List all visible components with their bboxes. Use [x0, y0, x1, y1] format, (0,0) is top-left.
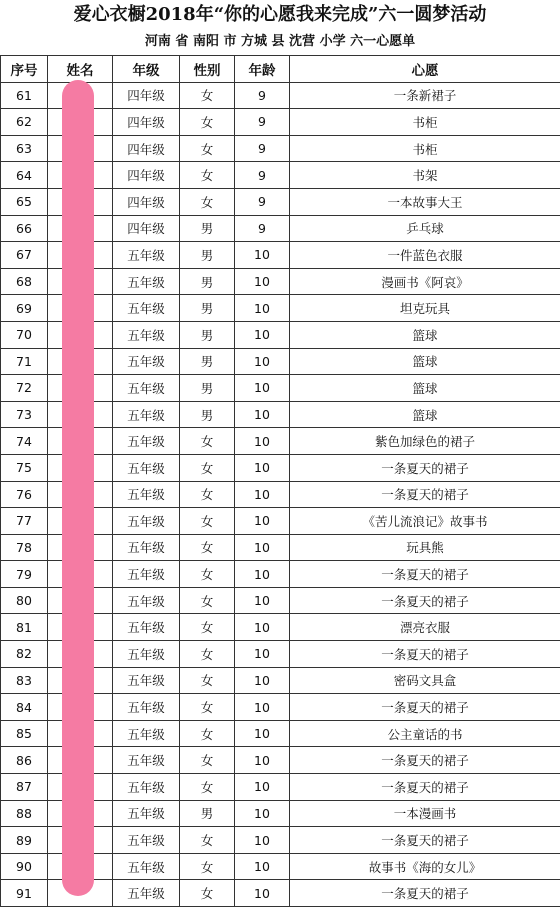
- cell-wish: 一条夏天的裙子: [290, 561, 560, 588]
- cell-age: 9: [235, 135, 290, 162]
- cell-no: 91: [1, 880, 48, 907]
- cell-grade: 五年级: [113, 641, 180, 668]
- cell-wish: 漂亮衣服: [290, 614, 560, 641]
- cell-gender: 女: [180, 454, 235, 481]
- cell-no: 78: [1, 534, 48, 561]
- table-header-row: [1, 56, 560, 83]
- cell-no: 72: [1, 375, 48, 402]
- cell-gender: 女: [180, 534, 235, 561]
- cell-age: 9: [235, 162, 290, 189]
- cell-age: 10: [235, 454, 290, 481]
- cell-wish: 一条夏天的裙子: [290, 747, 560, 774]
- cell-age: 10: [235, 587, 290, 614]
- cell-no: 79: [1, 561, 48, 588]
- cell-wish: 一条新裙子: [290, 82, 560, 109]
- cell-grade: 五年级: [113, 774, 180, 801]
- cell-age: 10: [235, 295, 290, 322]
- cell-age: 10: [235, 880, 290, 907]
- cell-wish: 篮球: [290, 348, 560, 375]
- cell-grade: 五年级: [113, 295, 180, 322]
- cell-no: 68: [1, 268, 48, 295]
- cell-no: 74: [1, 428, 48, 455]
- cell-gender: 女: [180, 641, 235, 668]
- header-no: 序号: [1, 56, 48, 83]
- cell-grade: 五年级: [113, 614, 180, 641]
- cell-gender: 女: [180, 587, 235, 614]
- cell-no: 67: [1, 242, 48, 269]
- cell-grade: 五年级: [113, 321, 180, 348]
- cell-grade: 四年级: [113, 109, 180, 136]
- cell-gender: 女: [180, 880, 235, 907]
- cell-wish: 紫色加绿色的裙子: [290, 428, 560, 455]
- cell-gender: 女: [180, 827, 235, 854]
- cell-no: 75: [1, 454, 48, 481]
- cell-age: 10: [235, 321, 290, 348]
- cell-wish: 书柜: [290, 109, 560, 136]
- cell-grade: 五年级: [113, 880, 180, 907]
- cell-age: 10: [235, 242, 290, 269]
- cell-age: 9: [235, 82, 290, 109]
- cell-wish: 坦克玩具: [290, 295, 560, 322]
- cell-no: 89: [1, 827, 48, 854]
- cell-no: 90: [1, 853, 48, 880]
- cell-no: 76: [1, 481, 48, 508]
- cell-age: 9: [235, 109, 290, 136]
- cell-age: 9: [235, 188, 290, 215]
- cell-gender: 女: [180, 481, 235, 508]
- cell-gender: 男: [180, 401, 235, 428]
- cell-age: 10: [235, 268, 290, 295]
- cell-age: 10: [235, 747, 290, 774]
- cell-wish: 密码文具盒: [290, 667, 560, 694]
- cell-no: 66: [1, 215, 48, 242]
- cell-gender: 男: [180, 268, 235, 295]
- cell-no: 61: [1, 82, 48, 109]
- cell-age: 10: [235, 508, 290, 535]
- cell-gender: 男: [180, 295, 235, 322]
- header-grade: 年级: [113, 56, 180, 83]
- page-subtitle: 河南 省 南阳 市 方城 县 沈营 小学 六一心愿单: [0, 30, 560, 54]
- cell-no: 80: [1, 587, 48, 614]
- cell-wish: 玩具熊: [290, 534, 560, 561]
- cell-grade: 五年级: [113, 694, 180, 721]
- cell-grade: 五年级: [113, 587, 180, 614]
- cell-wish: 一条夏天的裙子: [290, 641, 560, 668]
- cell-grade: 五年级: [113, 481, 180, 508]
- header-name: 姓名: [48, 56, 113, 83]
- cell-grade: 五年级: [113, 375, 180, 402]
- cell-no: 88: [1, 800, 48, 827]
- cell-wish: 乒乓球: [290, 215, 560, 242]
- header-gender: 性别: [180, 56, 235, 83]
- cell-gender: 男: [180, 348, 235, 375]
- cell-age: 10: [235, 641, 290, 668]
- cell-grade: 五年级: [113, 561, 180, 588]
- cell-grade: 五年级: [113, 827, 180, 854]
- cell-gender: 女: [180, 561, 235, 588]
- cell-grade: 四年级: [113, 82, 180, 109]
- cell-gender: 女: [180, 162, 235, 189]
- cell-age: 10: [235, 853, 290, 880]
- cell-age: 10: [235, 401, 290, 428]
- cell-age: 10: [235, 800, 290, 827]
- cell-no: 63: [1, 135, 48, 162]
- cell-wish: 一件蓝色衣服: [290, 242, 560, 269]
- cell-age: 10: [235, 614, 290, 641]
- cell-wish: 漫画书《阿哀》: [290, 268, 560, 295]
- cell-gender: 女: [180, 508, 235, 535]
- cell-grade: 五年级: [113, 853, 180, 880]
- cell-wish: 篮球: [290, 401, 560, 428]
- cell-age: 10: [235, 694, 290, 721]
- cell-grade: 五年级: [113, 348, 180, 375]
- cell-age: 10: [235, 720, 290, 747]
- page-title: 爱心衣橱2018年“你的心愿我来完成”六一圆梦活动: [0, 0, 560, 30]
- cell-no: 64: [1, 162, 48, 189]
- cell-age: 10: [235, 827, 290, 854]
- cell-wish: 一条夏天的裙子: [290, 880, 560, 907]
- name-redaction-bar: [62, 80, 94, 896]
- cell-grade: 五年级: [113, 508, 180, 535]
- cell-wish: 一条夏天的裙子: [290, 827, 560, 854]
- cell-grade: 四年级: [113, 162, 180, 189]
- cell-wish: 一条夏天的裙子: [290, 694, 560, 721]
- cell-age: 10: [235, 774, 290, 801]
- cell-gender: 女: [180, 774, 235, 801]
- cell-gender: 女: [180, 428, 235, 455]
- cell-grade: 五年级: [113, 428, 180, 455]
- cell-wish: 公主童话的书: [290, 720, 560, 747]
- cell-gender: 女: [180, 135, 235, 162]
- cell-gender: 女: [180, 747, 235, 774]
- header-age: 年龄: [235, 56, 290, 83]
- cell-gender: 男: [180, 215, 235, 242]
- cell-grade: 四年级: [113, 188, 180, 215]
- cell-gender: 男: [180, 375, 235, 402]
- cell-grade: 五年级: [113, 747, 180, 774]
- cell-gender: 男: [180, 800, 235, 827]
- cell-no: 83: [1, 667, 48, 694]
- cell-wish: 一条夏天的裙子: [290, 454, 560, 481]
- cell-age: 9: [235, 215, 290, 242]
- cell-gender: 女: [180, 82, 235, 109]
- cell-no: 71: [1, 348, 48, 375]
- cell-age: 10: [235, 534, 290, 561]
- cell-gender: 女: [180, 614, 235, 641]
- cell-grade: 五年级: [113, 401, 180, 428]
- cell-gender: 女: [180, 853, 235, 880]
- cell-grade: 五年级: [113, 720, 180, 747]
- cell-gender: 女: [180, 667, 235, 694]
- cell-wish: 一本故事大王: [290, 188, 560, 215]
- cell-no: 70: [1, 321, 48, 348]
- cell-age: 10: [235, 667, 290, 694]
- cell-no: 85: [1, 720, 48, 747]
- cell-wish: 书架: [290, 162, 560, 189]
- cell-gender: 男: [180, 242, 235, 269]
- cell-gender: 女: [180, 109, 235, 136]
- cell-age: 10: [235, 348, 290, 375]
- cell-no: 69: [1, 295, 48, 322]
- cell-grade: 四年级: [113, 135, 180, 162]
- cell-wish: 故事书《海的女儿》: [290, 853, 560, 880]
- cell-wish: 一本漫画书: [290, 800, 560, 827]
- cell-age: 10: [235, 481, 290, 508]
- cell-no: 77: [1, 508, 48, 535]
- cell-no: 82: [1, 641, 48, 668]
- cell-gender: 女: [180, 720, 235, 747]
- cell-grade: 五年级: [113, 800, 180, 827]
- cell-no: 87: [1, 774, 48, 801]
- cell-wish: 《苦儿流浪记》故事书: [290, 508, 560, 535]
- cell-age: 10: [235, 375, 290, 402]
- cell-age: 10: [235, 428, 290, 455]
- cell-no: 62: [1, 109, 48, 136]
- cell-no: 65: [1, 188, 48, 215]
- cell-gender: 男: [180, 321, 235, 348]
- cell-grade: 五年级: [113, 242, 180, 269]
- cell-gender: 女: [180, 694, 235, 721]
- cell-grade: 五年级: [113, 268, 180, 295]
- cell-no: 81: [1, 614, 48, 641]
- cell-grade: 五年级: [113, 534, 180, 561]
- cell-wish: 篮球: [290, 375, 560, 402]
- cell-no: 86: [1, 747, 48, 774]
- cell-gender: 女: [180, 188, 235, 215]
- cell-grade: 五年级: [113, 667, 180, 694]
- cell-wish: 篮球: [290, 321, 560, 348]
- cell-wish: 一条夏天的裙子: [290, 587, 560, 614]
- cell-no: 73: [1, 401, 48, 428]
- cell-no: 84: [1, 694, 48, 721]
- cell-wish: 书柜: [290, 135, 560, 162]
- cell-grade: 五年级: [113, 454, 180, 481]
- cell-wish: 一条夏天的裙子: [290, 481, 560, 508]
- cell-wish: 一条夏天的裙子: [290, 774, 560, 801]
- header-wish: 心愿: [290, 56, 560, 83]
- cell-grade: 四年级: [113, 215, 180, 242]
- cell-age: 10: [235, 561, 290, 588]
